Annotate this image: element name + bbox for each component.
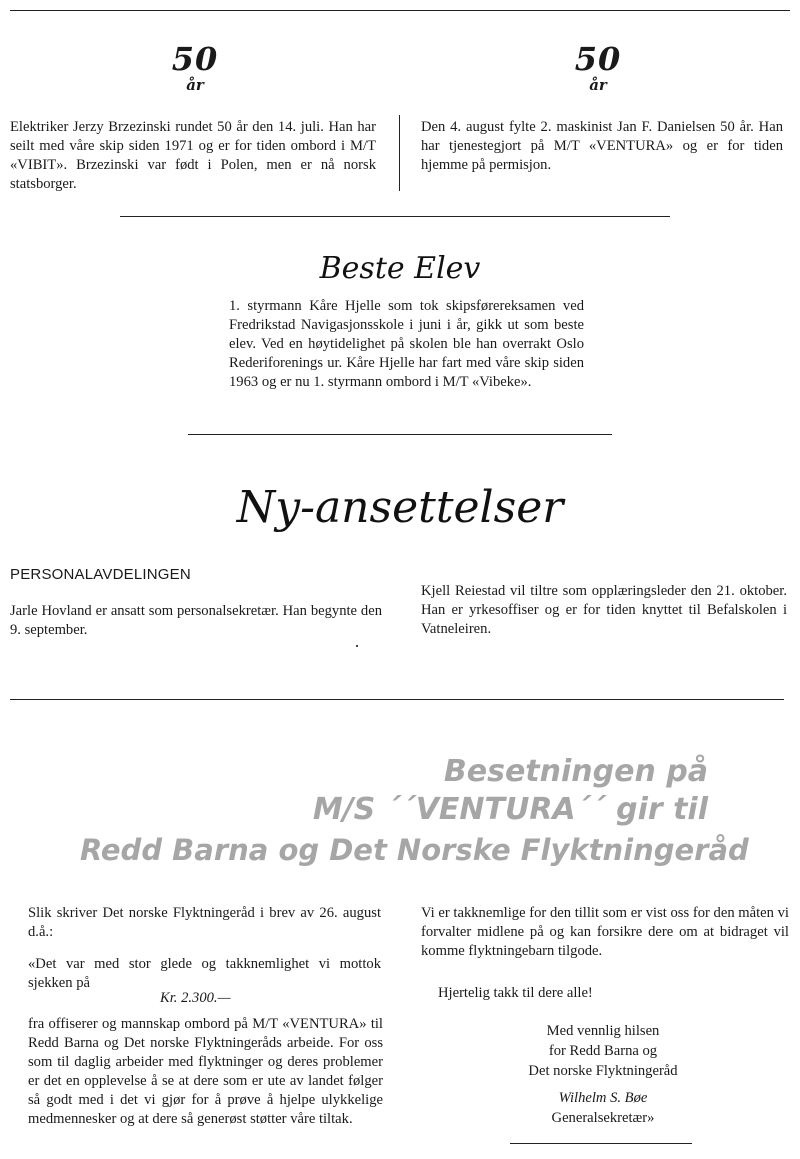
- new-hires-right-text: Kjell Reiestad vil tiltre som opplæringsleder den 21. oktober. Han er yrkesoffiser og er for tiden knyttet til Befalskolen i Vatneleiren.: [421, 583, 787, 637]
- donation-thanks: Hjertelig takk til dere alle!: [438, 985, 593, 1001]
- donation-headline-3: Redd Barna og Det Norske Flyktningeråd: [80, 833, 749, 867]
- section-rule-3: [10, 699, 784, 700]
- section-rule-2: [188, 434, 612, 435]
- new-hires-department: PERSONALAVDELINGEN: [10, 566, 191, 583]
- donation-intro: Slik skriver Det norske Flyktningeråd i brev av 26. august d.å.:: [28, 905, 381, 940]
- best-student-text: 1. styrmann Kåre Hjelle som tok skipsførereksamen ved Fredrikstad Navigasjonsskole i juni i år, gikk ut som beste elev. Ved en høytidelighet på skolen ble han overrakt Oslo Rederiforenings ur. Kåre Hjelle har fart med våre skip siden 1963 og er nu 1. styrmann ombord i M/T «Vibeke».: [229, 298, 584, 390]
- stray-dot: [356, 645, 358, 647]
- section-rule-1: [120, 216, 670, 217]
- anniversary-left-number: 50: [171, 40, 219, 78]
- anniversary-right-number: 50: [574, 40, 622, 78]
- donation-amount: Kr. 2.300.—: [160, 990, 231, 1006]
- new-hires-left-text: Jarle Hovland er ansatt som personalsekretær. Han begynte den 9. september.: [10, 603, 382, 638]
- new-hires-title: Ny-ansettelser: [236, 482, 564, 533]
- closing-line-1: Med vennlig hilsen: [546, 1023, 660, 1039]
- closing-line-2: for Redd Barna og: [548, 1043, 658, 1059]
- column-divider: [399, 115, 400, 191]
- anniversary-left-text: Elektriker Jerzy Brzezinski rundet 50 år den 14. juli. Han har seilt med våre skip siden 1971 og er for tiden ombord i M/T «VIBIT». Brzezinski var født i Polen, men er nå norsk statsborger.: [10, 119, 376, 192]
- signature-name: Wilhelm S. Bøe: [558, 1090, 648, 1106]
- anniversary-right-text: Den 4. august fylte 2. maskinist Jan F. Danielsen 50 år. Han har tjenestegjort på M/T «VENTURA» og er for tiden hjemme på permisjon.: [421, 119, 783, 173]
- donation-quote-start: «Det var med stor glede og takknemlighet vi mottok sjekken på: [28, 956, 381, 991]
- donation-right-paragraph: Vi er takknemlige for den tillit som er vist oss for den måten vi forvalter midlene på og kan forsikre dere om at bidraget vil komme flyktningebarn tilgode.: [421, 905, 789, 959]
- top-rule: [10, 10, 790, 11]
- bottom-rule: [510, 1143, 692, 1144]
- signature-title: Generalsekretær»: [551, 1110, 655, 1126]
- closing-line-3: Det norske Flyktningeråd: [528, 1063, 678, 1079]
- best-student-title: Beste Elev: [319, 251, 481, 286]
- anniversary-right-unit: år: [589, 76, 607, 94]
- anniversary-left-unit: år: [186, 76, 204, 94]
- donation-quote-body: fra offiserer og mannskap ombord på M/T «VENTURA» til Redd Barna og Det norske Flyktningeråds arbeide. For oss som til daglig arbeider med flyktninger og deres problemer er det en opplevelse å se at dere som er ute av landet følger så godt med i det vi gjør for å prøve å hjelpe ulykkelige medmennesker og at dere så generøst støtter våre tiltak.: [28, 1016, 383, 1127]
- donation-headline-2: M/S ´´VENTURA´´ gir til: [312, 792, 708, 827]
- donation-headline-1: Besetningen på: [443, 754, 708, 789]
